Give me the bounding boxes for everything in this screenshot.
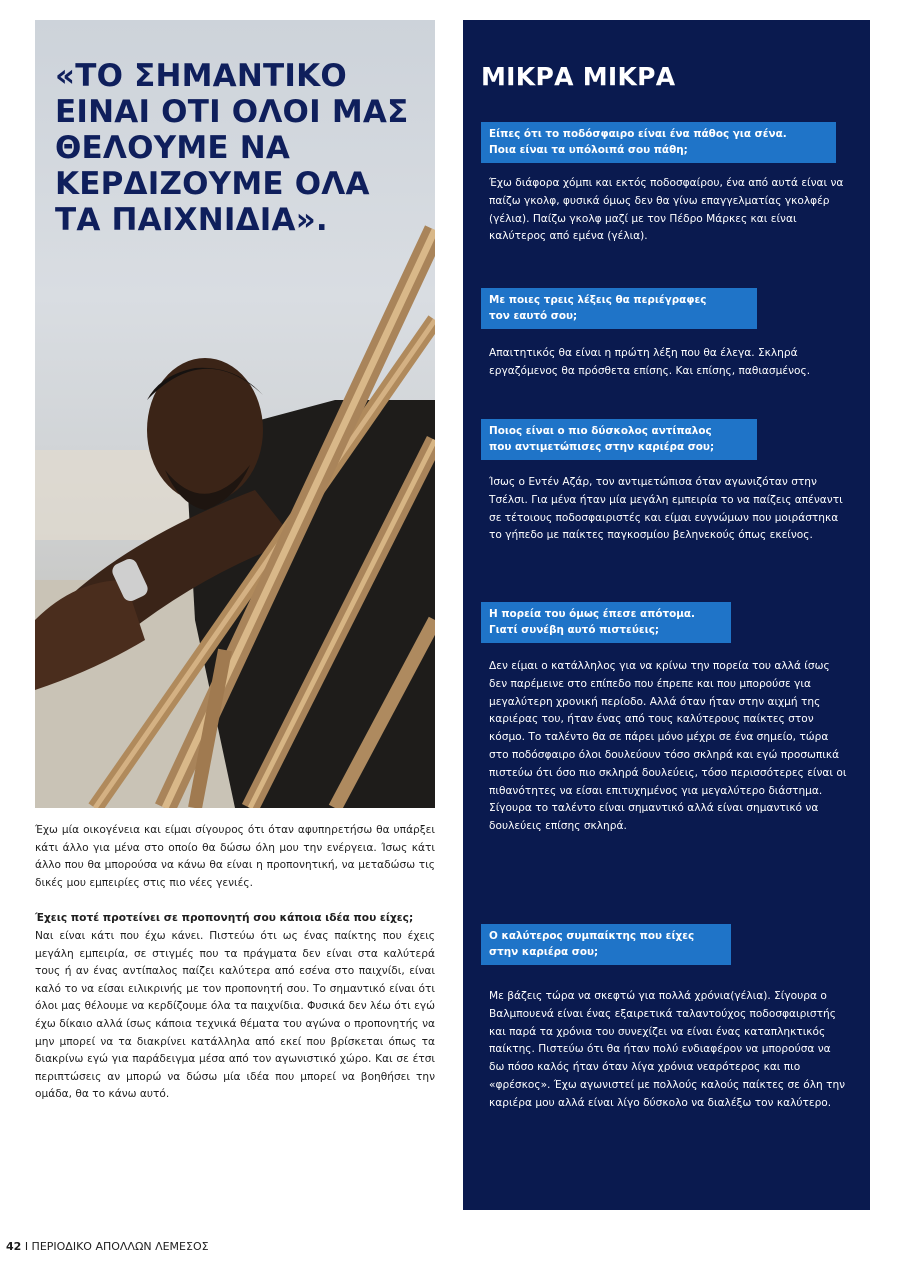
question-line: στην καριέρα σου;	[489, 946, 599, 958]
interview-left-column	[35, 822, 435, 1104]
answer-4: Δεν είμαι ο κατάλληλος για να κρίνω την πορεία του αλλά ίσως δεν παρέμεινε στο επίπεδο που έπρεπε και που μπορούσε για μεγαλύτερη χρονική περίοδο. Αλλά όταν ήταν στην αιχμή της καριέρας του, ήταν ένας από τους καλύτερους παίκτες στον κόσμο. Το ταλέντο θα σε πάρει μόνο μέχρι σε ένα σημείο, τώρα στο ποδόσφαιρο όλοι δουλεύουν τόσο σκληρά και εγώ προσωπικά πιστεύω ότι όσο πιο σκληρά δουλεύεις, τόσο περισσότερες είναι οι πιθανότητες να είσαι επιτυχημένος για μεγαλύτερο διάστημα. Σίγουρα το ταλέντο είναι σημαντικό αλλά είναι σημαντικό να δουλεύεις επίσης σκληρά.	[489, 660, 847, 833]
answer-5: Με βάζεις τώρα να σκεφτώ για πολλά χρόνια(γέλια). Σίγουρα ο Βαλμπουενά είναι ένας εξαιρετικά ταλαντούχος ποδοσφαιριστής και παρά τα χρόνια του συνεχίζει να είναι ένας καταπληκτικός παίκτης. Πιστεύω ότι θα ήταν πολύ ενδιαφέρον να μπορούσα να δω πόσο καλός ήταν όταν λίγα χρόνια νεαρότερος και πιο «φρέσκος». Έχω αγωνιστεί με πολλούς καλούς παίκτες σε όλη την καριέρα μου αλλά είναι λίγο δύσκολο να διαλέξω τον καλύτερο.	[489, 990, 846, 1109]
question-box-1	[481, 122, 836, 163]
mikra-mikra-panel	[463, 20, 870, 1210]
question-line: Ο καλύτερος συμπαίκτης που είχες	[489, 930, 695, 942]
paragraph: Έχω μία οικογένεια και είμαι σίγουρος ότι όταν αφυπηρετήσω θα υπάρξει κάτι άλλο για μένα στο οποίο θα δώσω όλη μου την ενέργεια. Ίσως κάτι άλλο που θα μπορούσα να κάνω θα είναι η προπονητική, να μεταδώσω τις δικές μου εμπειρίες στις πιο νέες γενιές.	[35, 824, 435, 889]
question-line: Ποια είναι τα υπόλοιπά σου πάθη;	[489, 144, 688, 156]
question-box-2	[481, 288, 757, 329]
page-number: 42	[6, 1240, 22, 1253]
panel-title: ΜΙΚΡΑ ΜΙΚΡΑ	[481, 62, 676, 91]
question-line: τον εαυτό σου;	[489, 310, 578, 322]
question-box-5	[481, 924, 731, 965]
interview-answer: Ναι είναι κάτι που έχω κάνει. Πιστεύω ότι ως ένας παίκτης που έχεις μεγάλη εμπειρία, σε στιγμές που τα πράγματα δεν είναι στα καλύτερά τους ή αν ένας αντίπαλος παίζει καλύτερα από εσένα στο παιχνίδι, είναι καλό το να είσαι ειλικρινής με τον προπονητή σου. Το σημαντικό είναι ότι όλοι μας θέλουμε να κερδίζουμε όλα τα παιχνίδια. Φυσικά δεν λέω ότι εγώ έχω δίκαιο αλλά ίσως κάποια τεχνικά θέματα του αγώνα ο προπονητής να μην μπορεί να τα διακρίνει κατάλληλα από εκεί που βρίσκεται όπως τα διακρίνω εγώ για παράδειγμα μέσα από τον αγωνιστικό χώρο. Και σε έτσι περιπτώσεις αν μπορώ να δώσω μία ιδέα που μπορεί να βοηθήσει την ομάδα, θα το κάνω αυτό.	[35, 929, 435, 1101]
answer-2: Απαιτητικός θα είναι η πρώτη λέξη που θα έλεγα. Σκληρά εργαζόμενος θα πρόσθετα επίσης. Και επίσης, παθιασμένος.	[489, 347, 811, 377]
question-line: Με ποιες τρεις λέξεις θα περιέγραφες	[489, 294, 707, 306]
answer-1: Έχω διάφορα χόμπι και εκτός ποδοσφαίρου, ένα από αυτά είναι να παίζω γκολφ, φυσικά όμως δεν θα γίνω επαγγελματίας γκολφέρ (γέλια). Παίζω γκολφ μαζί με τον Πέδρο Μάρκες και είναι καλύτερος από εμένα (γέλια).	[489, 177, 844, 243]
interview-question: Έχεις ποτέ προτείνει σε προπονητή σου κάποια ιδέα που είχες;	[35, 912, 414, 925]
question-line: Η πορεία του όμως έπεσε απότομα.	[489, 608, 695, 620]
question-line: που αντιμετώπισες στην καριέρα σου;	[489, 441, 715, 453]
question-line: Είπες ότι το ποδόσφαιρο είναι ένα πάθος για σένα.	[489, 128, 787, 140]
answer-3: Ίσως ο Εντέν Αζάρ, τον αντιμετώπισα όταν αγωνιζόταν στην Τσέλσι. Για μένα ήταν μία μεγάλη εμπειρία το να παίζεις απέναντι σε τέτοιους ποδοσφαιριστές και είμαι ευγνώμων που μοιράστηκα το γήπεδο με παίκτες παγκοσμίου βεληνεκούς όπως εκείνος.	[489, 476, 843, 542]
publication-name: Ι ΠΕΡΙΟΔΙΚΟ ΑΠΟΛΛΩΝ ΛΕΜΕΣΟΣ	[24, 1240, 209, 1253]
question-box-3	[481, 419, 757, 460]
page-footer	[6, 1240, 209, 1253]
feature-photo	[35, 20, 435, 808]
pull-quote: «ΤΟ ΣΗΜΑΝΤΙΚΟ ΕΙΝΑΙ ΟΤΙ ΟΛΟΙ ΜΑΣ ΘΕΛΟΥΜΕ ΝΑ ΚΕΡΔΙΖΟΥΜΕ ΟΛΑ ΤΑ ΠΑΙΧΝΙΔΙΑ».	[55, 58, 409, 238]
question-line: Γιατί συνέβη αυτό πιστεύεις;	[489, 624, 660, 636]
question-line: Ποιος είναι ο πιο δύσκολος αντίπαλος	[489, 425, 712, 437]
question-box-4	[481, 602, 731, 643]
